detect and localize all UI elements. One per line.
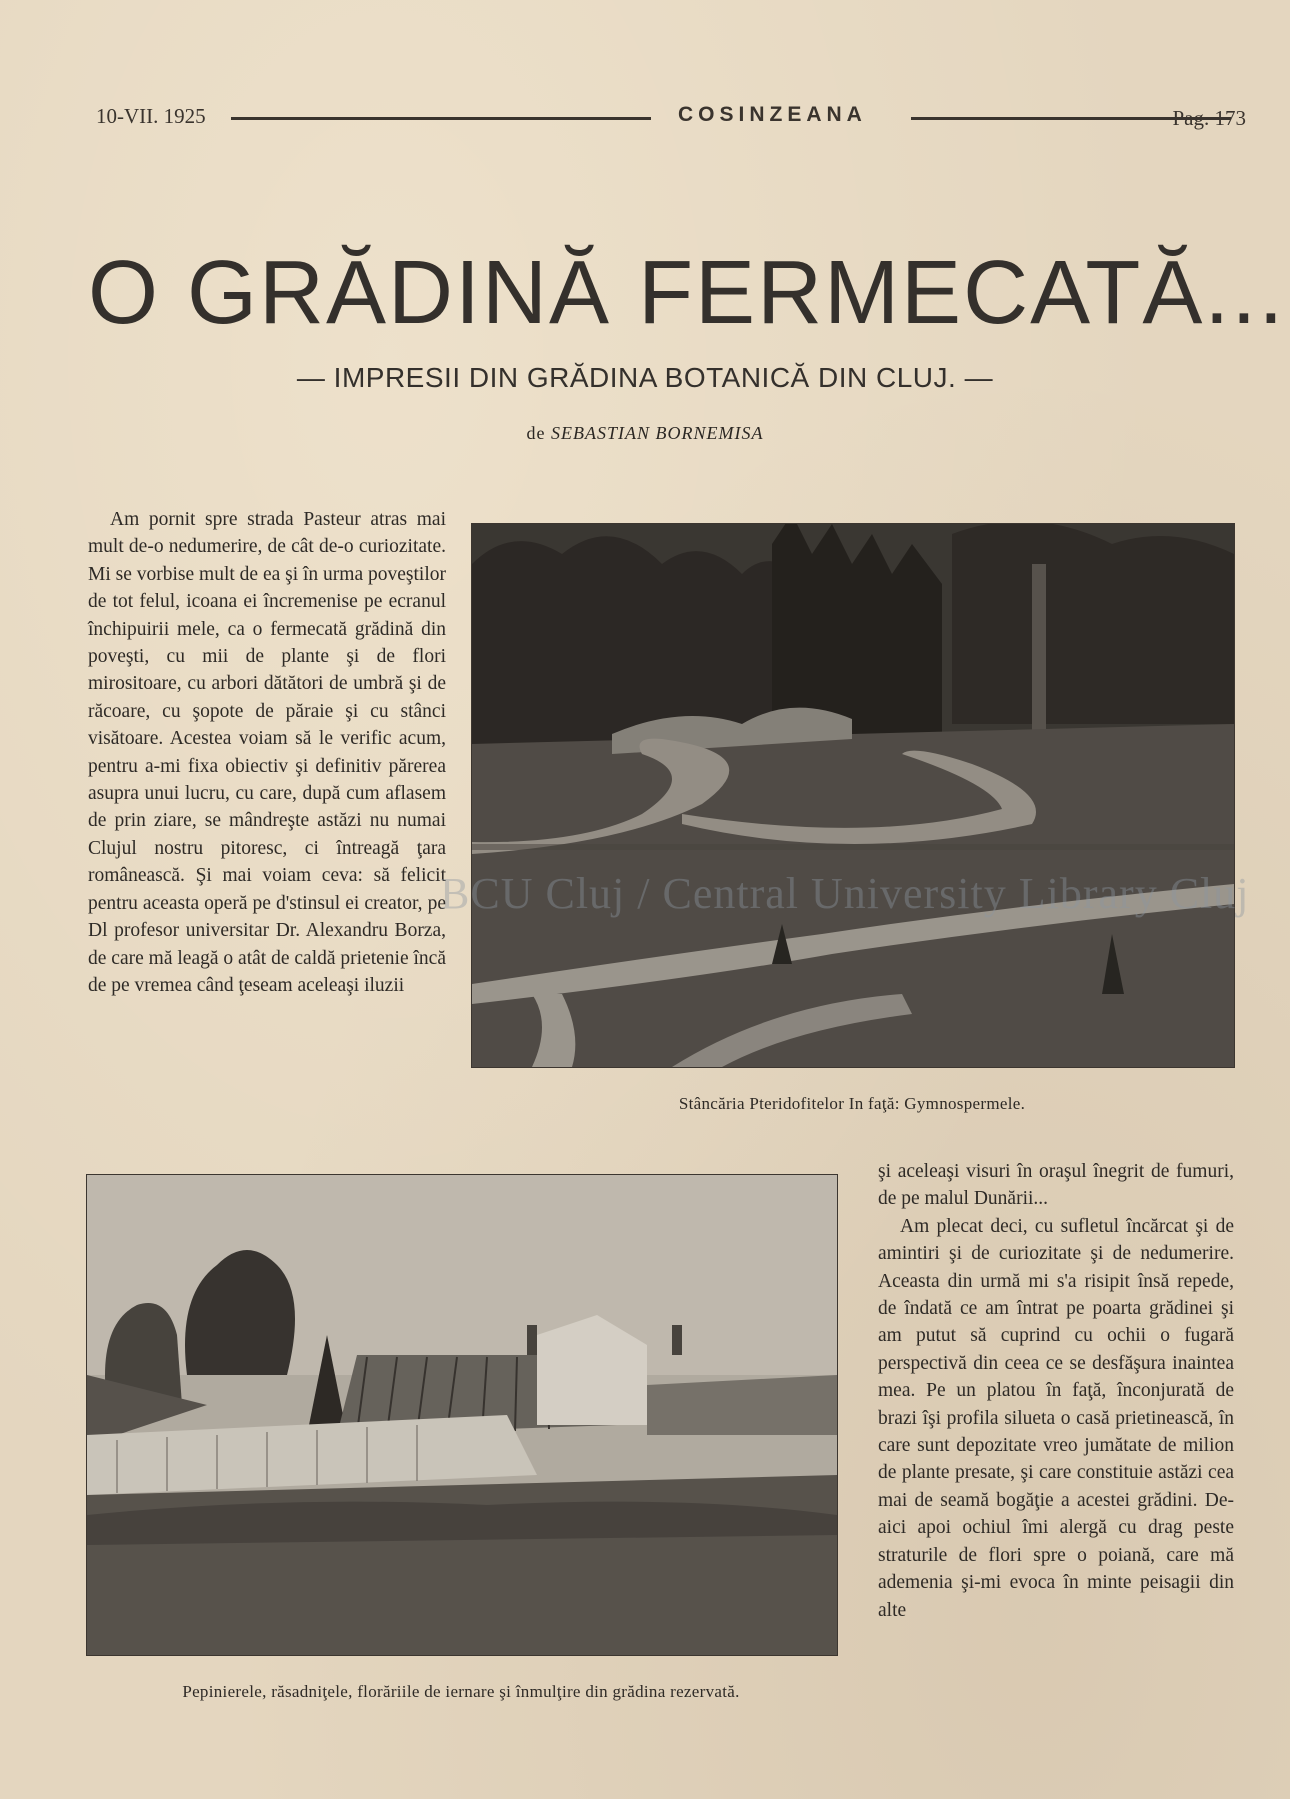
photo1-caption: Stâncăria Pteridofitelor In faţă: Gymnospermele.	[678, 1094, 1026, 1113]
magazine-name: COSINZEANA	[678, 103, 867, 126]
photo-greenhouses	[86, 1174, 838, 1656]
author-name: SEBASTIAN BORNEMISA	[551, 423, 764, 443]
photo2-caption: Pepinierele, răsadniţele, florăriile de iernare şi înmulţire din grădina rezervată.	[182, 1682, 740, 1701]
greenhouses-image	[87, 1175, 837, 1655]
page-number: Pag. 173	[1172, 106, 1246, 130]
paragraph: şi aceleaşi visuri în oraşul înegrit de fumuri, de pe malul Dunării...	[878, 1161, 1234, 1210]
page-header	[96, 104, 1246, 134]
byline-prefix: de	[526, 423, 546, 443]
text-column-right	[878, 1158, 1234, 1624]
article-title: O GRĂDINĂ FERMECATĂ...	[88, 243, 1286, 343]
paragraph: Am pornit spre strada Pasteur atras mai mult de-o nedumerire, de cât de-o curiozitate. Mi se vorbise mult de ea şi în urma poveştilor de tot felul, icoana ei încremenise pe ecranul închipuirii mele, ca o fermecată grădină din poveşti, cu mii de plante şi de flori mirositoare, cu arbori dătători de umbră şi de răcoare, cu şopote de păraie şi cu stânci visătoare. Acestea voiam să le verific acum, pentru a-mi fixa obiectiv şi definitiv părerea asupra unui lucru, cu care, după cum aflasem de prin ziare, se mândreşte astăzi nu numai Clujul nostru pitoresc, ci întreagă ţara românească. Şi mai voiam ceva: să felicit pentru aceasta operă pe d'stinsul ei creator, pe Dl profesor universitar Dr. Alexandru Borza, de care mă leagă o atât de caldă prietenie încă de pe vremea când ţeseam aceleaşi iluzii	[88, 509, 446, 996]
article-subtitle: — IMPRESII DIN GRĂDINA BOTANICĂ DIN CLUJ. —	[296, 362, 994, 393]
rock-garden-image	[472, 524, 1234, 1067]
photo-rock-garden	[471, 523, 1235, 1068]
byline	[0, 423, 1290, 444]
issue-date: 10-VII. 1925	[96, 104, 206, 128]
header-rule-left	[231, 117, 651, 120]
text-column-left	[88, 506, 446, 999]
paragraph: Am plecat deci, cu sufletul încărcat şi de amintiri şi de curiozitate şi de nedumerire. Aceasta din urmă mi s'a risipit însă repede, de îndată ce am întrat pe poarta grădinei şi am putut să cuprind cu ochii o fugară perspectivă din ceea ce se desfăşura inaintea mea. Pe un platou în faţă, înconjurată de brazi îşi profila silueta o casă prietinească, în care sunt depozitate vreo jumătate de milion de plante presate, şi care constituie astăzi cea mai de seamă bogăţie a acestei grădini. De-aici apoi ochiul îmi alergă cu drag peste straturile de flori spre o poiană, care mă ademenia şi-mi evoca în minte peisagii din alte	[878, 1215, 1234, 1621]
library-watermark: BCU Cluj / Central University Library Cluj	[440, 869, 1250, 918]
